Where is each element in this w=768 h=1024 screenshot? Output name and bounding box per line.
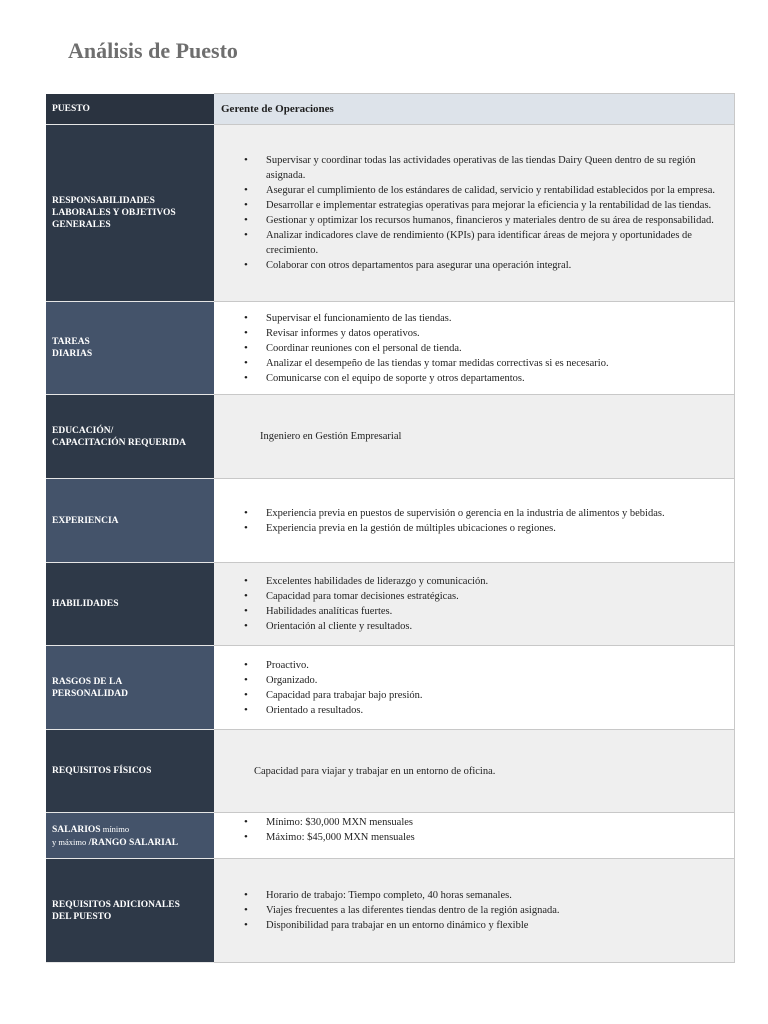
experiencia-list bbox=[214, 506, 734, 536]
value-fisicos bbox=[214, 730, 735, 813]
fisicos-text: Capacidad para viajar y trabajar en un entorno de oficina. bbox=[254, 765, 496, 777]
label-tareas-line2: DIARIAS bbox=[52, 349, 93, 359]
list-item: • Comunicarse con el equipo de soporte y otros departamentos. bbox=[266, 371, 722, 386]
row-fisicos bbox=[46, 730, 735, 813]
label-rasgos bbox=[46, 646, 214, 730]
value-adicionales bbox=[214, 859, 735, 963]
list-item: • Experiencia previa en la gestión de múltiples ubicaciones o regiones. bbox=[266, 521, 722, 536]
label-adicionales-line1: REQUISITOS ADICIONALES bbox=[52, 899, 180, 910]
label-habilidades: HABILIDADES bbox=[46, 563, 214, 646]
list-item: • Gestionar y optimizar los recursos humanos, financieros y materiales dentro de su área de responsabilidad. bbox=[266, 213, 722, 228]
list-item: • Revisar informes y datos operativos. bbox=[266, 326, 722, 341]
label-salarios-bold2: /RANGO SALARIAL bbox=[86, 837, 179, 848]
list-item: • Orientado a resultados. bbox=[266, 703, 722, 718]
value-salarios bbox=[214, 813, 735, 859]
page-title: Análisis de Puesto bbox=[68, 38, 238, 63]
value-rasgos bbox=[214, 646, 735, 730]
label-salarios-small1: mínimo bbox=[100, 823, 130, 834]
list-item: • Asegurar el cumplimiento de los estándares de calidad, servicio y rentabilidad establecidos por la empresa. bbox=[266, 183, 722, 198]
habilidades-list bbox=[214, 574, 734, 634]
row-puesto bbox=[46, 94, 735, 125]
educacion-text: Ingeniero en Gestión Empresarial bbox=[260, 431, 402, 442]
list-item: • Coordinar reuniones con el personal de tienda. bbox=[266, 341, 722, 356]
label-educacion bbox=[46, 395, 214, 479]
value-tareas bbox=[214, 302, 735, 395]
label-tareas-line1: TAREAS bbox=[52, 337, 90, 347]
list-item: • Desarrollar e implementar estrategias operativas para mejorar la eficiencia y la rentabilidad de las tiendas. bbox=[266, 198, 722, 213]
row-experiencia bbox=[46, 479, 735, 563]
tareas-list bbox=[214, 311, 734, 386]
list-item: • Capacidad para trabajar bajo presión. bbox=[266, 688, 722, 703]
row-responsabilidades bbox=[46, 125, 735, 302]
list-item: • Organizado. bbox=[266, 673, 722, 688]
label-rasgos-line2: PERSONALIDAD bbox=[52, 688, 129, 699]
list-item: • Analizar el desempeño de las tiendas y tomar medidas correctivas si es necesario. bbox=[266, 356, 722, 371]
job-analysis-table bbox=[46, 93, 735, 963]
row-habilidades bbox=[46, 563, 735, 646]
list-item: • Colaborar con otros departamentos para asegurar una operación integral. bbox=[266, 258, 722, 273]
row-adicionales bbox=[46, 859, 735, 963]
row-educacion bbox=[46, 395, 735, 479]
value-habilidades bbox=[214, 563, 735, 646]
label-salarios-bold1: SALARIOS bbox=[52, 824, 101, 835]
list-item: • Disponibilidad para trabajar en un entorno dinámico y flexible bbox=[266, 918, 722, 933]
label-adicionales bbox=[46, 859, 214, 963]
list-item: • Máximo: $45,000 MXN mensuales bbox=[266, 830, 722, 845]
adicionales-list bbox=[214, 888, 734, 933]
salarios-list bbox=[214, 815, 734, 845]
list-item: • Experiencia previa en puestos de supervisión o gerencia en la industria de alimentos y bebidas. bbox=[266, 506, 722, 521]
responsabilidades-list bbox=[214, 153, 734, 273]
label-tareas bbox=[46, 302, 214, 395]
label-experiencia: EXPERIENCIA bbox=[46, 479, 214, 563]
label-educacion-line1: EDUCACIÓN/ bbox=[52, 425, 114, 436]
row-tareas bbox=[46, 302, 735, 395]
list-item: • Excelentes habilidades de liderazgo y comunicación. bbox=[266, 574, 722, 589]
list-item: • Proactivo. bbox=[266, 658, 722, 673]
label-educacion-line2: CAPACITACIÓN REQUERIDA bbox=[52, 437, 186, 448]
list-item: • Horario de trabajo: Tiempo completo, 40 horas semanales. bbox=[266, 888, 722, 903]
label-responsabilidades: RESPONSABILIDADES LABORALES Y OBJETIVOS GENERALES bbox=[46, 125, 214, 302]
label-salarios-small2: y máximo bbox=[52, 836, 87, 847]
label-rasgos-line1: RASGOS DE LA bbox=[52, 676, 123, 687]
label-salarios bbox=[46, 813, 214, 859]
value-educacion bbox=[214, 395, 735, 479]
label-adicionales-line2: DEL PUESTO bbox=[52, 911, 112, 922]
value-puesto: Gerente de Operaciones bbox=[214, 94, 735, 125]
list-item: • Analizar indicadores clave de rendimiento (KPIs) para identificar áreas de mejora y oportunidades de crecimiento. bbox=[266, 228, 722, 258]
label-puesto: PUESTO bbox=[46, 94, 214, 125]
value-experiencia bbox=[214, 479, 735, 563]
list-item: • Viajes frecuentes a las diferentes tiendas dentro de la región asignada. bbox=[266, 903, 722, 918]
list-item: • Supervisar y coordinar todas las actividades operativas de las tiendas Dairy Queen dentro de su región asignada. bbox=[266, 153, 722, 183]
list-item: • Orientación al cliente y resultados. bbox=[266, 619, 722, 634]
list-item: • Capacidad para tomar decisiones estratégicas. bbox=[266, 589, 722, 604]
list-item: • Mínimo: $30,000 MXN mensuales bbox=[266, 815, 722, 830]
rasgos-list bbox=[214, 658, 734, 718]
label-fisicos: REQUISITOS FÍSICOS bbox=[46, 730, 214, 813]
row-rasgos bbox=[46, 646, 735, 730]
row-salarios bbox=[46, 813, 735, 859]
list-item: • Supervisar el funcionamiento de las tiendas. bbox=[266, 311, 722, 326]
list-item: • Habilidades analíticas fuertes. bbox=[266, 604, 722, 619]
value-responsabilidades bbox=[214, 125, 735, 302]
